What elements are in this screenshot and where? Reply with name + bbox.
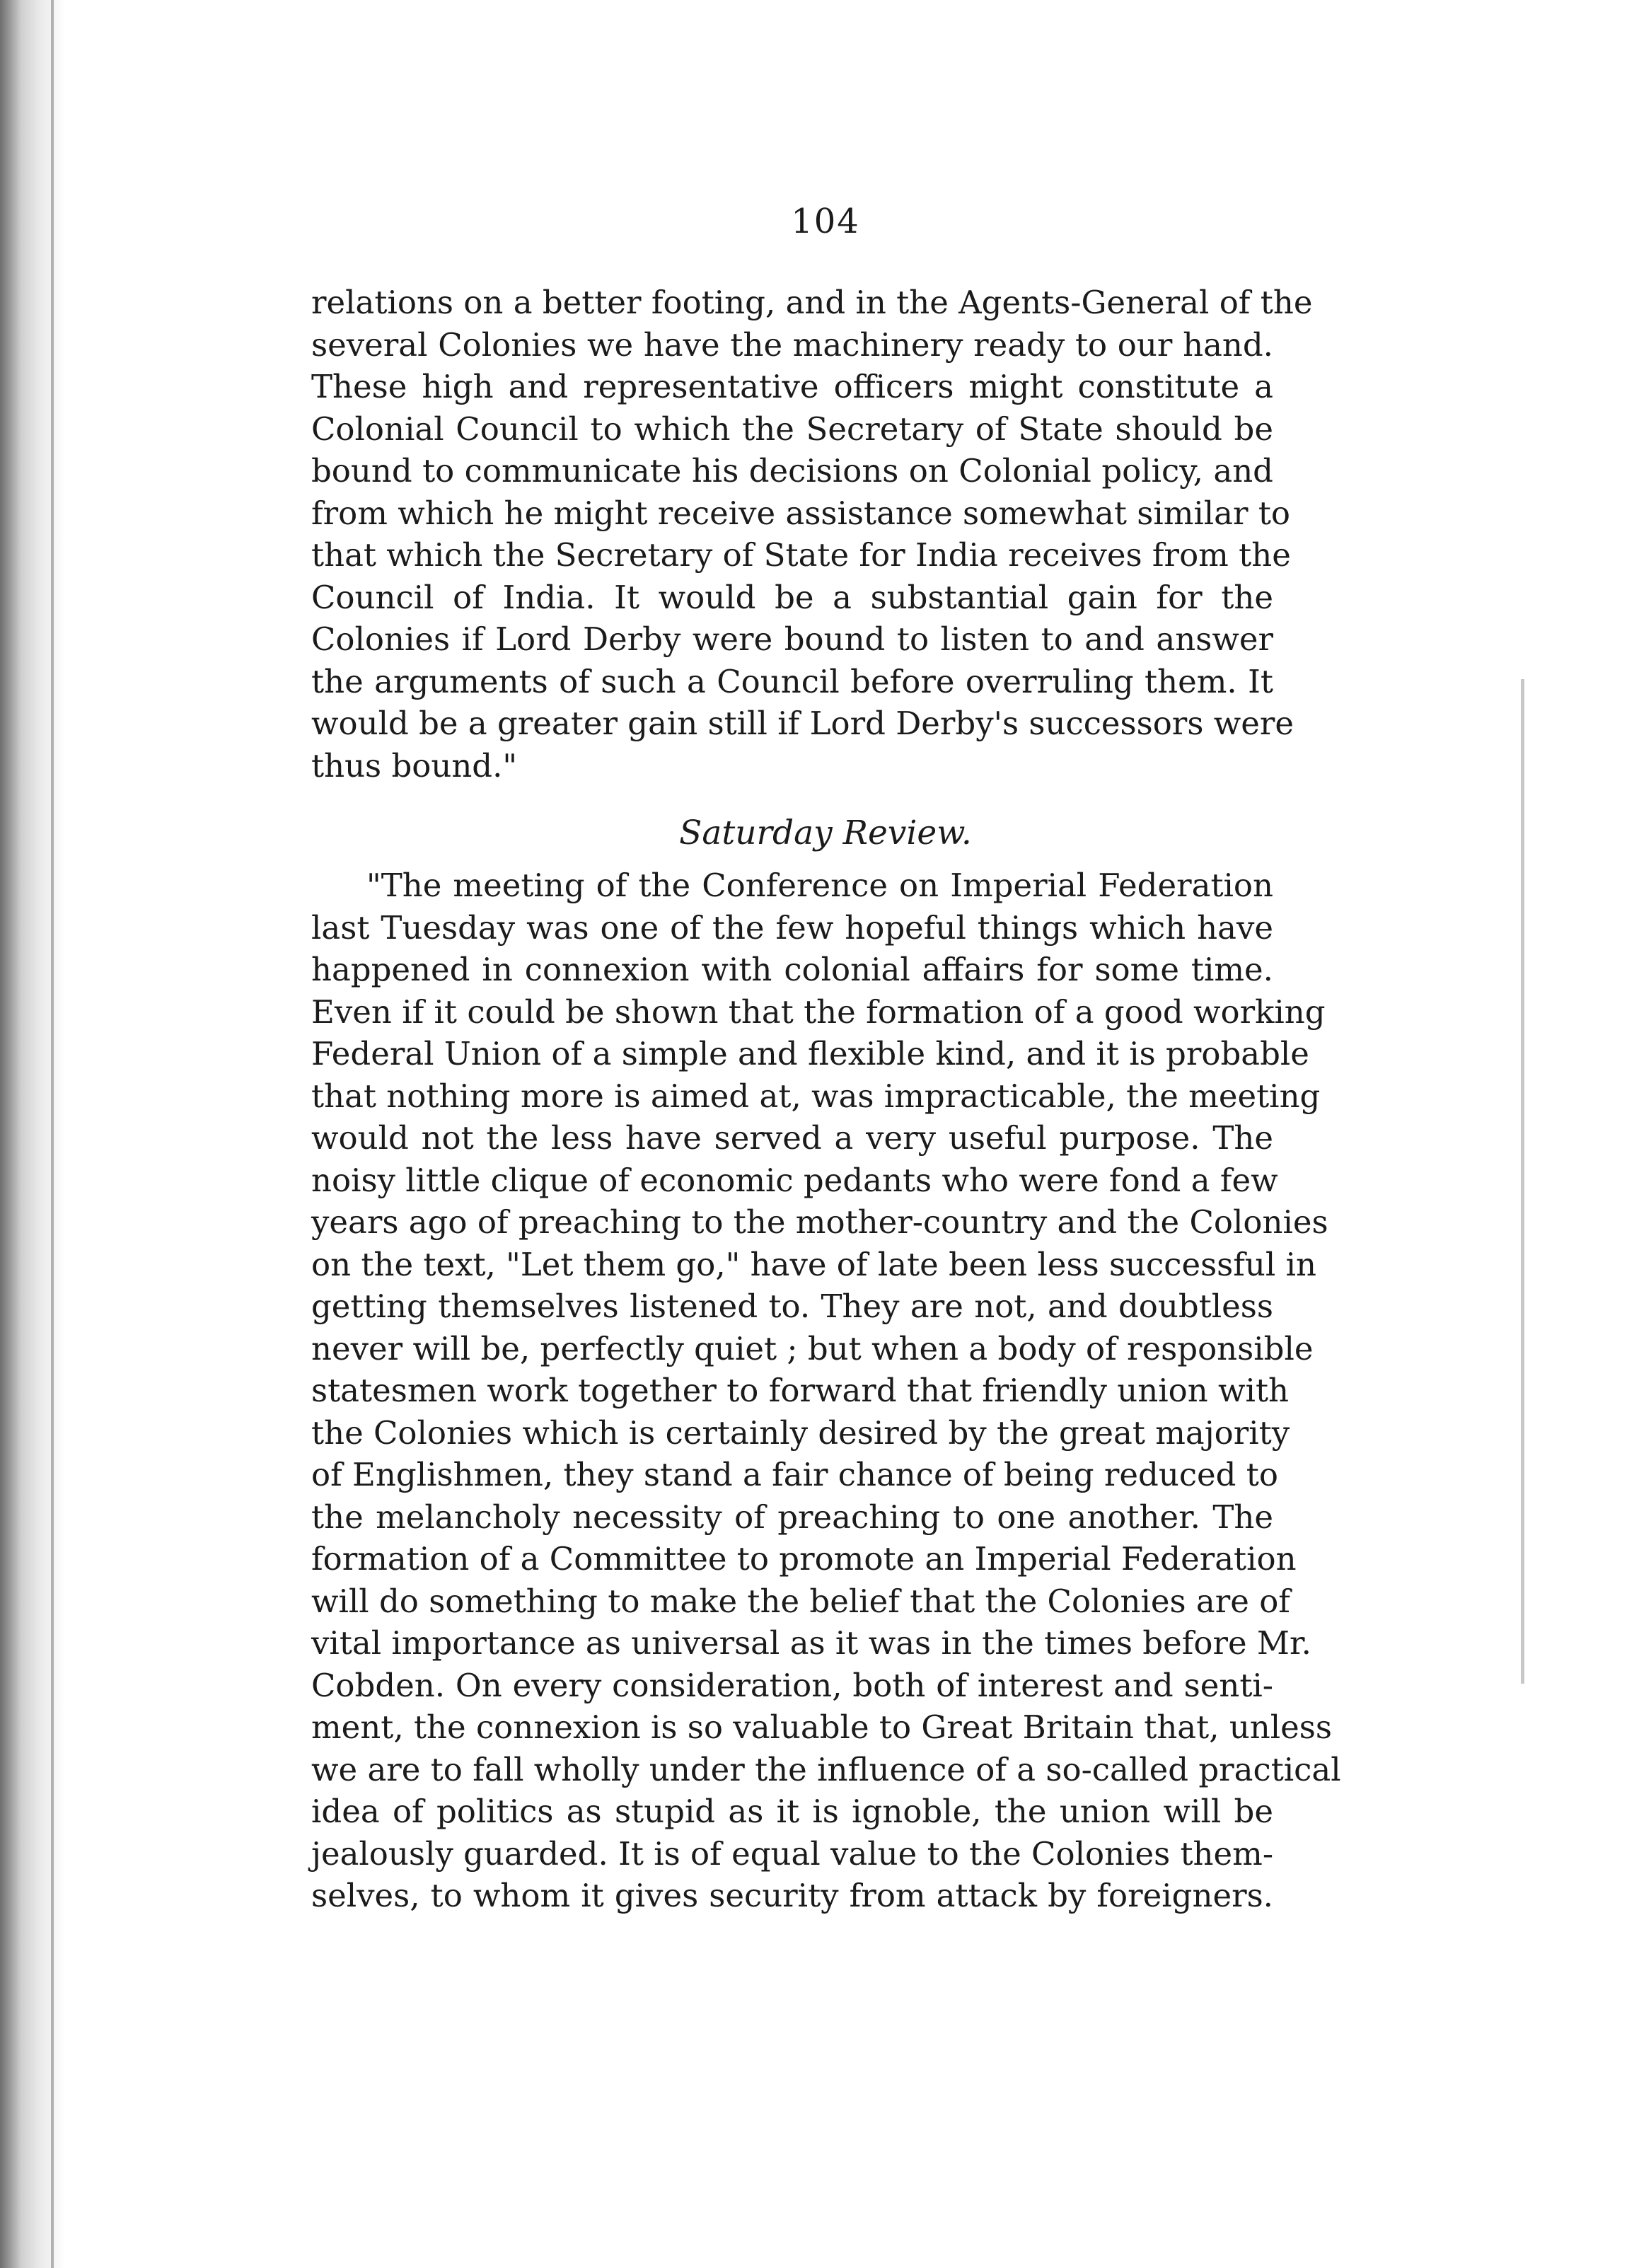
text-line: the melancholy necessity of preaching to one another. The xyxy=(311,1498,1273,1536)
text-line: formation of a Committee to promote an Imperial Federation xyxy=(311,1540,1297,1578)
text-line: Colonies if Lord Derby were bound to listen to and answer xyxy=(311,620,1273,658)
page-binding-line xyxy=(51,0,54,2268)
text-line: Federal Union of a simple and flexible kind, and it is probable xyxy=(311,1035,1309,1072)
text-line: several Colonies we have the machinery ready to our hand. xyxy=(311,325,1273,364)
text-line: statesmen work together to forward that friendly union with xyxy=(311,1372,1290,1409)
text-line: would not the less have served a very useful purpose. The xyxy=(311,1119,1273,1157)
text-line: the Colonies which is certainly desired by the great majority xyxy=(311,1413,1290,1452)
continuation-paragraph xyxy=(311,282,1313,787)
text-line: "The meeting of the Conference on Imperial Federation xyxy=(366,867,1273,904)
text-line: Council of India. It would be a substantial gain for the xyxy=(311,578,1273,616)
text-line: These high and representative officers might constitute a xyxy=(311,368,1273,405)
review-paragraph xyxy=(311,864,1341,1917)
text-line: of Englishmen, they stand a fair chance of being reduced to xyxy=(311,1456,1278,1493)
text-line: last Tuesday was one of the few hopeful things which have xyxy=(311,908,1273,947)
text-line: thus bound." xyxy=(311,746,518,785)
text-line: ment, the connexion is so valuable to Great Britain that, unless xyxy=(311,1708,1332,1746)
page-binding-edge xyxy=(0,0,65,2268)
text-line: relations on a better footing, and in the Agents-General of the xyxy=(311,284,1313,321)
text-line: years ago of preaching to the mother-country and the Colonies xyxy=(311,1203,1328,1241)
text-line: Even if it could be shown that the formation of a good working xyxy=(311,993,1326,1031)
text-line: getting themselves listened to. They are not, and doubtless xyxy=(311,1288,1273,1325)
text-line: Colonial Council to which the Secretary of State should be xyxy=(311,410,1273,448)
section-heading: Saturday Review. xyxy=(679,814,972,852)
text-line: selves, to whom it gives security from attack by foreigners. xyxy=(311,1877,1273,1914)
text-line: on the text, "Let them go," have of late been less successful in xyxy=(311,1245,1316,1283)
text-line: jealously guarded. It is of equal value to the Colonies them- xyxy=(311,1834,1274,1873)
text-line: will do something to make the belief that the Colonies are of xyxy=(311,1582,1290,1620)
text-line: would be a greater gain still if Lord Derby's successors were xyxy=(311,705,1294,742)
text-line: bound to communicate his decisions on Colonial policy, and xyxy=(311,452,1273,490)
text-line: never will be, perfectly quiet ; but when a body of responsible xyxy=(311,1329,1314,1367)
text-line: happened in connexion with colonial affairs for some time. xyxy=(311,951,1273,988)
page-number: 104 xyxy=(791,202,860,241)
text-line: vital importance as universal as it was in the times before Mr. xyxy=(311,1624,1311,1662)
text-line: from which he might receive assistance somewhat similar to xyxy=(311,494,1290,532)
text-line: that which the Secretary of State for India receives from the xyxy=(311,536,1291,574)
text-line: that nothing more is aimed at, was impracticable, the meeting xyxy=(311,1077,1321,1115)
text-line: Cobden. On every consideration, both of interest and senti- xyxy=(311,1666,1273,1704)
text-line: idea of politics as stupid as it is ignoble, the union will be xyxy=(311,1793,1273,1830)
text-line: the arguments of such a Council before overruling them. It xyxy=(311,662,1273,700)
text-line: we are to fall wholly under the influence of a so-called practical xyxy=(311,1750,1341,1788)
text-line: noisy little clique of economic pedants who were fond a few xyxy=(311,1161,1278,1199)
